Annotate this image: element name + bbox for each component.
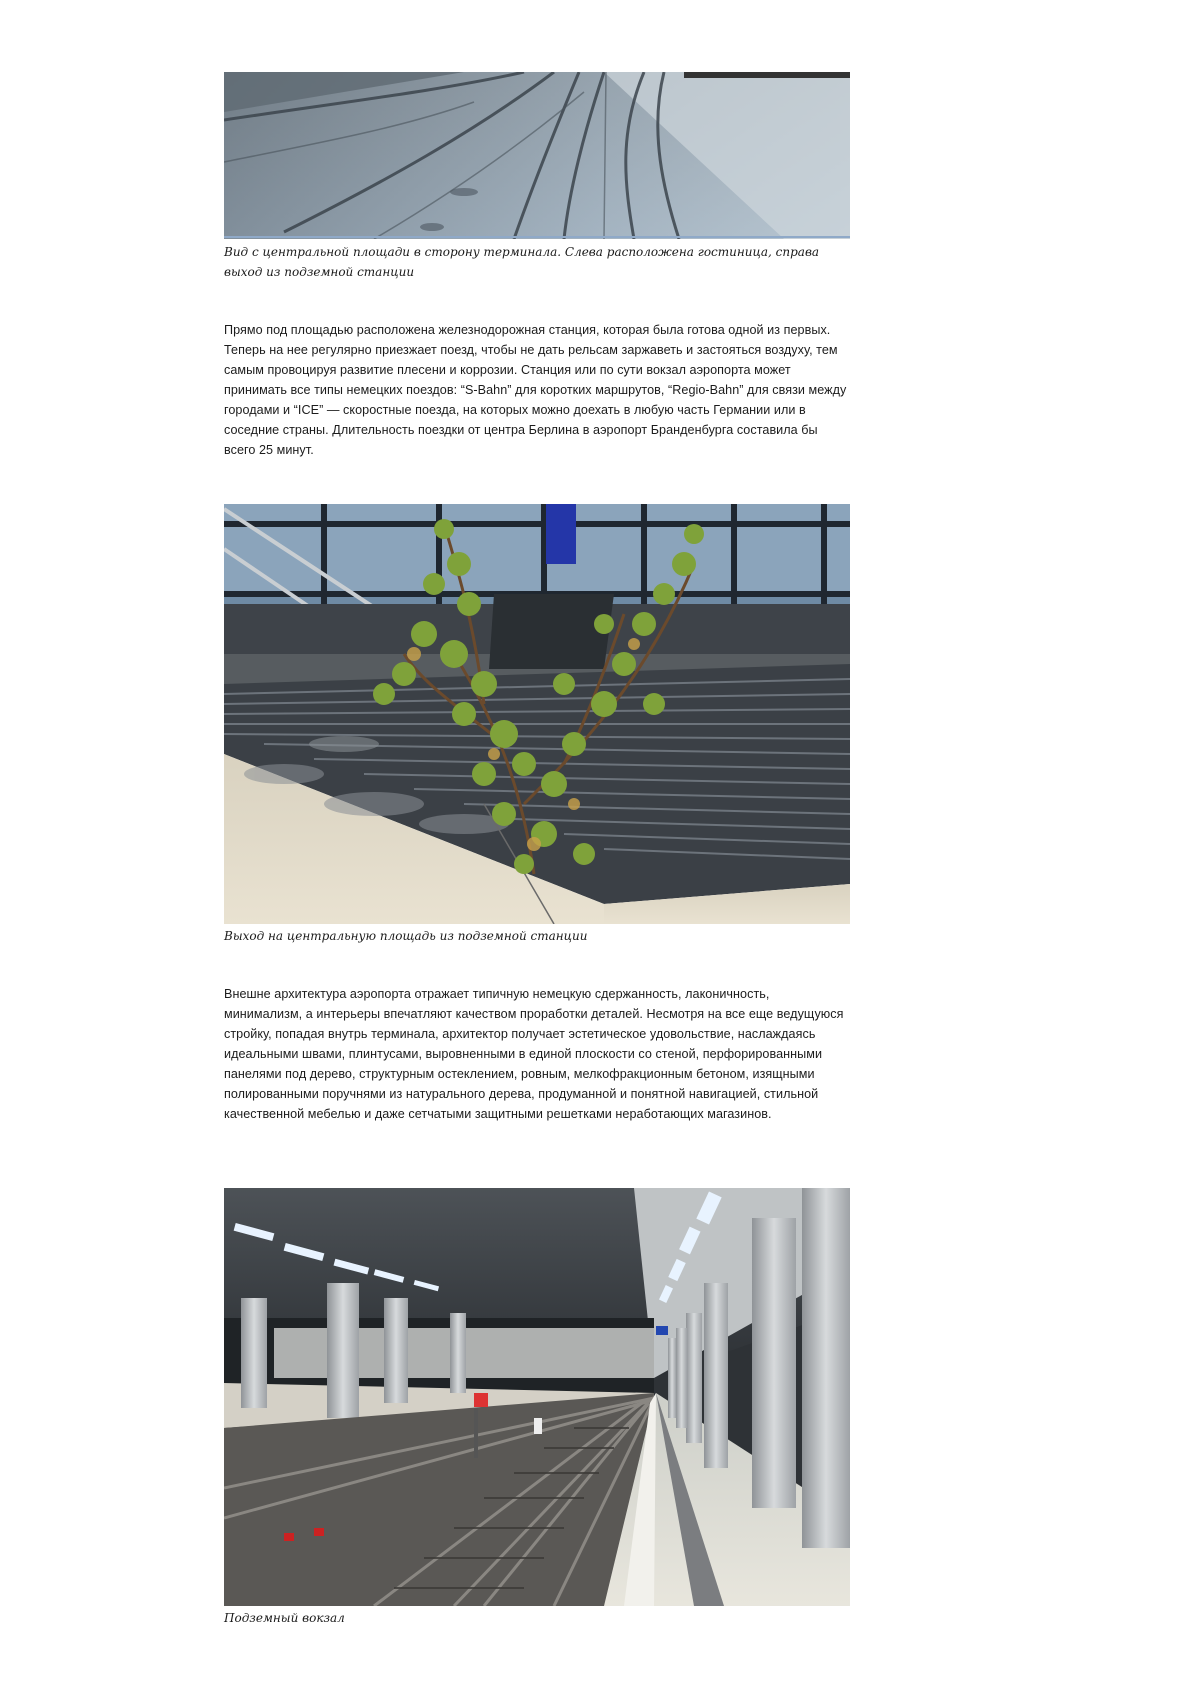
station-exit-photo — [224, 504, 850, 924]
paragraph-1: Прямо под площадью расположена железнодорожная станция, которая была готова одной из первых. Теперь на нее регулярно приезжает поезд, чтобы не дать рельсам заржаветь и застояться воздуху, тем самым провоцируя развитие плесени и коррозии. Станция или по сути вокзал аэропорта может принимать все типы немецких поездов: “S-Bahn” для коротких маршрутов, “Regio-Bahn” для связи между городами и “ICE” — скоростные поезда, на которых можно доехать в любую часть Германии или в соседние страны. Длительность поездки от центра Берлина в аэропорт Бранденбурга составила бы всего 25 минут. — [224, 323, 847, 457]
plaza-photo — [224, 72, 850, 239]
paragraph-2: Внешне архитектура аэропорта отражает типичную немецкую сдержанность, лаконичность, минимализм, а интерьеры впечатляют качеством проработки деталей. Несмотря на все еще ведущуюся стройку, попадая внутрь терминала, архитектор получает эстетическое удовольствие, наслаждаясь идеальными швами, плинтусами, выровненными в единой плоскости со стеной, перфорированными панелями под дерево, структурным остеклением, ровным, мелкофракционным бетоном, изящными полированными поручнями из натурального дерева, продуманной и понятной навигацией, стильной качественной мебелью и даже сетчатыми защитными решетками неработающих магазинов. — [224, 987, 844, 1121]
figure-caption-3: Подземный вокзал — [224, 1611, 345, 1625]
underground-station-photo — [224, 1188, 850, 1606]
figure-caption-2: Выход на центральную площадь из подземной станции — [224, 929, 588, 943]
figure-caption-1: Вид с центральной площади в сторону терминала. Слева расположена гостиница, справа выход из подземной станции — [224, 245, 820, 279]
